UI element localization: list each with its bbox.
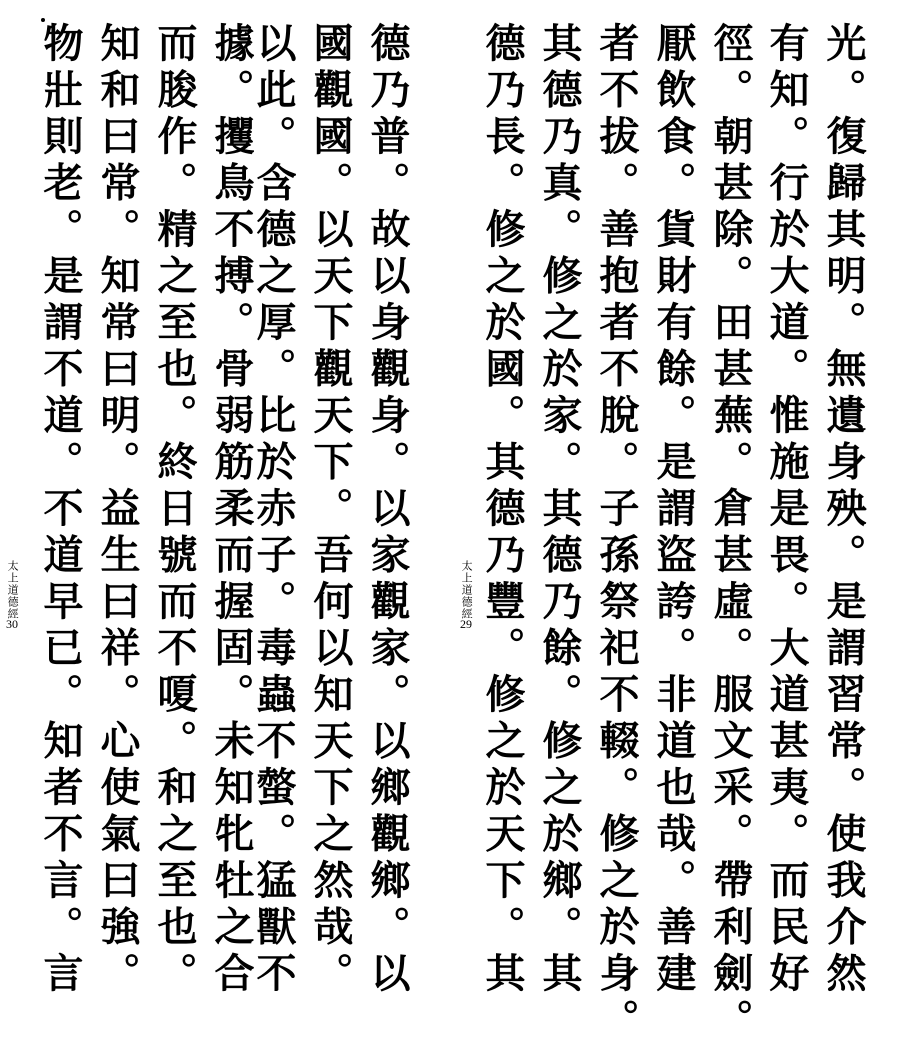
text-column: 據。攫鳥不搏。骨弱筋柔而握固。未知牝牡之合 xyxy=(208,22,255,999)
text-column: 有知。行於大道。惟施是畏。大道甚夷。而民好 xyxy=(763,22,810,999)
text-column: 以此。含德之厚。比於赤子。毒蟲不螫。猛獸不 xyxy=(250,22,297,999)
text-column: 物壯則老。是謂不道。不道早已。知者不言。言 xyxy=(37,22,84,999)
right-page xyxy=(455,0,915,1045)
text-column: 知和曰常。知常曰明。益生曰祥。心使氣曰強。 xyxy=(94,22,141,999)
page-number: 30 xyxy=(6,617,18,631)
text-column: 厭飲食。貨財有餘。是謂盜誇。非道也哉。善建 xyxy=(650,22,697,999)
text-column: 國觀國。以天下觀天下。吾何以知天下之然哉。 xyxy=(307,22,354,999)
text-column: 其德乃真。修之於家。其德乃餘。修之於鄉。其 xyxy=(536,22,583,999)
text-column: 光。復歸其明。無遺身殃。是謂習常。使我介然 xyxy=(820,22,867,999)
text-column: 徑。朝甚除。田甚蕪。倉甚虛。服文采。帶利劍。 xyxy=(707,22,754,1045)
text-column: 者不拔。善抱者不脫。子孫祭祀不輟。修之於身。 xyxy=(593,22,640,1045)
running-title: 太上道德經 xyxy=(460,560,474,620)
left-page xyxy=(0,0,455,999)
text-column: 德乃長。修之於國。其德乃豐。修之於天下。其 xyxy=(479,22,526,999)
running-title: 太上道德經 xyxy=(6,560,20,620)
page-number: 29 xyxy=(460,617,472,631)
text-column: 德乃普。故以身觀身。以家觀家。以鄉觀鄉。以 xyxy=(364,22,411,999)
text-column: 而朘作。精之至也。終日號而不嗄。和之至也。 xyxy=(151,22,198,999)
